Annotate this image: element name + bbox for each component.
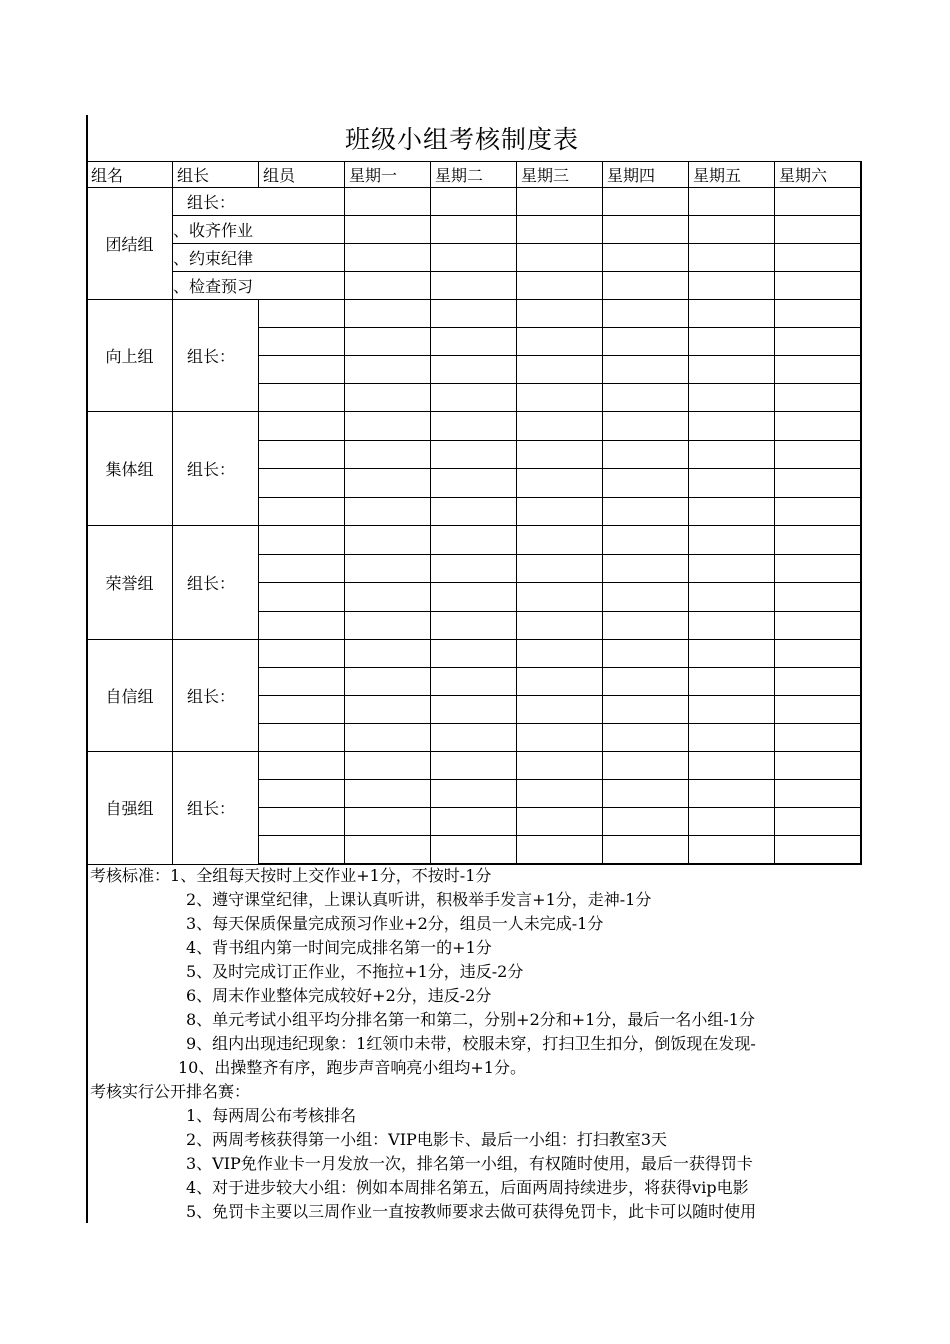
score-cell[interactable] (431, 526, 517, 555)
score-cell[interactable] (775, 272, 861, 300)
member-cell[interactable] (259, 300, 345, 328)
score-cell[interactable] (689, 554, 775, 583)
score-cell[interactable] (431, 328, 517, 356)
score-cell[interactable] (517, 300, 603, 328)
score-cell[interactable] (517, 696, 603, 724)
score-cell[interactable] (345, 611, 431, 640)
member-cell[interactable] (259, 696, 345, 724)
score-cell[interactable] (689, 188, 775, 216)
score-cell[interactable] (345, 272, 431, 300)
score-cell[interactable] (689, 216, 775, 244)
table-row (87, 752, 861, 780)
column-header: 星期六 (775, 162, 861, 188)
score-cell[interactable] (431, 554, 517, 583)
member-cell[interactable] (259, 836, 345, 865)
score-cell[interactable] (689, 668, 775, 696)
score-cell[interactable] (517, 188, 603, 216)
score-cell[interactable] (689, 696, 775, 724)
score-cell[interactable] (603, 300, 689, 328)
column-header: 星期三 (517, 162, 603, 188)
score-cell[interactable] (345, 836, 431, 865)
ranking-line-4: 4、对于进步较大小组：例如本周排名第五，后面两周持续进步，将获得vip电影 (186, 1178, 749, 1197)
score-cell[interactable] (603, 780, 689, 808)
member-cell[interactable] (259, 583, 345, 612)
score-cell[interactable] (603, 808, 689, 836)
column-header: 组名 (87, 162, 173, 188)
score-cell[interactable] (517, 780, 603, 808)
score-cell[interactable] (603, 640, 689, 668)
score-cell[interactable] (431, 216, 517, 244)
score-cell[interactable] (431, 412, 517, 441)
score-cell[interactable] (345, 216, 431, 244)
column-header: 星期四 (603, 162, 689, 188)
score-cell[interactable] (775, 328, 861, 356)
group-duty: 、检查预习 (173, 272, 345, 300)
score-cell[interactable] (603, 272, 689, 300)
ranking-line-1: 1、每两周公布考核排名 (186, 1106, 357, 1125)
score-cell[interactable] (345, 440, 431, 469)
score-cell[interactable] (345, 640, 431, 668)
score-cell[interactable] (689, 244, 775, 272)
score-cell[interactable] (689, 808, 775, 836)
score-cell[interactable] (775, 497, 861, 526)
score-cell[interactable] (775, 216, 861, 244)
score-cell[interactable] (517, 526, 603, 555)
score-cell[interactable] (689, 640, 775, 668)
member-cell[interactable] (259, 752, 345, 780)
member-cell[interactable] (259, 668, 345, 696)
score-cell[interactable] (517, 328, 603, 356)
score-cell[interactable] (603, 668, 689, 696)
score-cell[interactable] (345, 696, 431, 724)
group-duty: 、约束纪律 (173, 244, 345, 272)
score-cell[interactable] (431, 780, 517, 808)
score-cell[interactable] (431, 272, 517, 300)
score-cell[interactable] (345, 724, 431, 752)
score-cell[interactable] (431, 356, 517, 384)
member-cell[interactable] (259, 328, 345, 356)
score-cell[interactable] (603, 328, 689, 356)
score-cell[interactable] (517, 583, 603, 612)
score-cell[interactable] (603, 440, 689, 469)
score-cell[interactable] (431, 440, 517, 469)
score-cell[interactable] (775, 780, 861, 808)
standards-line-4: 4、背书组内第一时间完成排名第一的+1分 (186, 938, 492, 957)
column-header: 组长 (173, 162, 259, 188)
score-cell[interactable] (603, 583, 689, 612)
score-cell[interactable] (775, 244, 861, 272)
member-cell[interactable] (259, 440, 345, 469)
score-cell[interactable] (345, 328, 431, 356)
table-row (87, 300, 861, 328)
standards-line-10: 10、出操整齐有序，跑步声音响亮小组均+1分。 (178, 1058, 526, 1077)
standards-line-9: 9、组内出现违纪现象：1红领巾未带，校服未穿，打扫卫生扣分，倒饭现在发现- (186, 1034, 756, 1053)
member-cell[interactable] (259, 554, 345, 583)
score-cell[interactable] (689, 724, 775, 752)
score-cell[interactable] (517, 640, 603, 668)
score-cell[interactable] (345, 356, 431, 384)
score-cell[interactable] (775, 384, 861, 412)
table-row (87, 272, 861, 300)
score-cell[interactable] (431, 836, 517, 865)
standards-line-2: 2、遵守课堂纪律，上课认真听讲，积极举手发言+1分，走神-1分 (186, 890, 652, 909)
score-cell[interactable] (603, 696, 689, 724)
score-cell[interactable] (517, 384, 603, 412)
score-cell[interactable] (517, 497, 603, 526)
score-cell[interactable] (517, 356, 603, 384)
score-cell[interactable] (345, 752, 431, 780)
column-header: 星期五 (689, 162, 775, 188)
member-cell[interactable] (259, 412, 345, 441)
score-cell[interactable] (775, 836, 861, 865)
score-cell[interactable] (431, 808, 517, 836)
score-cell[interactable] (603, 469, 689, 498)
score-cell[interactable] (517, 440, 603, 469)
member-cell[interactable] (259, 526, 345, 555)
group-leader: 组长： (173, 752, 259, 865)
group-name: 自强组 (87, 752, 173, 865)
score-cell[interactable] (775, 300, 861, 328)
group-name: 集体组 (87, 412, 173, 526)
group-leader: 组长： (173, 640, 259, 752)
group-leader: 组长： (173, 300, 259, 412)
score-cell[interactable] (603, 752, 689, 780)
score-cell[interactable] (517, 469, 603, 498)
group-name: 向上组 (87, 300, 173, 412)
score-cell[interactable] (775, 356, 861, 384)
score-cell[interactable] (689, 611, 775, 640)
group-name: 自信组 (87, 640, 173, 752)
score-cell[interactable] (431, 384, 517, 412)
score-cell[interactable] (775, 440, 861, 469)
score-cell[interactable] (345, 780, 431, 808)
member-cell[interactable] (259, 724, 345, 752)
score-cell[interactable] (689, 412, 775, 441)
score-cell[interactable] (689, 300, 775, 328)
score-cell[interactable] (517, 611, 603, 640)
score-cell[interactable] (689, 384, 775, 412)
score-cell[interactable] (431, 244, 517, 272)
score-cell[interactable] (689, 272, 775, 300)
score-cell[interactable] (345, 497, 431, 526)
table-row (87, 412, 861, 441)
score-cell[interactable] (775, 752, 861, 780)
ranking-line-5: 5、免罚卡主要以三周作业一直按教师要求去做可获得免罚卡，此卡可以随时使用 (186, 1202, 757, 1221)
score-cell[interactable] (517, 244, 603, 272)
score-cell[interactable] (603, 554, 689, 583)
column-header: 星期二 (431, 162, 517, 188)
score-cell[interactable] (603, 244, 689, 272)
standards-line-1: 考核标准：1、全组每天按时上交作业+1分，不按时-1分 (90, 866, 492, 885)
score-cell[interactable] (689, 780, 775, 808)
group-name: 团结组 (87, 188, 173, 300)
ranking-label: 考核实行公开排名赛： (90, 1082, 251, 1101)
member-cell[interactable] (259, 640, 345, 668)
member-cell[interactable] (259, 469, 345, 498)
score-cell[interactable] (431, 497, 517, 526)
score-cell[interactable] (775, 696, 861, 724)
score-cell[interactable] (517, 724, 603, 752)
notes-section (90, 864, 861, 1224)
score-cell[interactable] (689, 752, 775, 780)
score-cell[interactable] (603, 836, 689, 865)
score-cell[interactable] (431, 668, 517, 696)
column-header: 星期一 (345, 162, 431, 188)
score-cell[interactable] (431, 724, 517, 752)
ranking-line-2: 2、两周考核获得第一小组：VIP电影卡、最后一小组：打扫教室3天 (186, 1130, 668, 1149)
score-cell[interactable] (345, 808, 431, 836)
column-header: 组员 (259, 162, 345, 188)
score-cell[interactable] (689, 440, 775, 469)
group-duty: 、收齐作业 (173, 216, 345, 244)
score-cell[interactable] (431, 469, 517, 498)
score-cell[interactable] (775, 808, 861, 836)
score-cell[interactable] (603, 384, 689, 412)
score-cell[interactable] (603, 188, 689, 216)
score-cell[interactable] (603, 611, 689, 640)
group-leader: 组长： (173, 526, 259, 640)
score-cell[interactable] (689, 356, 775, 384)
score-cell[interactable] (431, 611, 517, 640)
standards-line-5: 5、及时完成订正作业，不拖拉+1分，违反-2分 (186, 962, 524, 981)
score-cell[interactable] (775, 412, 861, 441)
score-cell[interactable] (345, 300, 431, 328)
header-row (87, 162, 861, 188)
score-cell[interactable] (603, 724, 689, 752)
table-row (87, 216, 861, 244)
score-cell[interactable] (345, 554, 431, 583)
table-row (87, 640, 861, 668)
score-cell[interactable] (345, 244, 431, 272)
score-cell[interactable] (517, 808, 603, 836)
score-cell[interactable] (775, 554, 861, 583)
member-cell[interactable] (259, 356, 345, 384)
score-cell[interactable] (517, 836, 603, 865)
score-cell[interactable] (775, 188, 861, 216)
score-cell[interactable] (603, 497, 689, 526)
score-cell[interactable] (517, 412, 603, 441)
score-cell[interactable] (603, 412, 689, 441)
score-cell[interactable] (345, 469, 431, 498)
table-row (87, 244, 861, 272)
score-cell[interactable] (775, 724, 861, 752)
score-cell[interactable] (775, 611, 861, 640)
score-cell[interactable] (345, 526, 431, 555)
group-leader: 组长： (173, 412, 259, 526)
score-cell[interactable] (517, 668, 603, 696)
score-cell[interactable] (431, 188, 517, 216)
score-cell[interactable] (345, 583, 431, 612)
group-duty: 组长： (173, 188, 345, 216)
ranking-line-3: 3、VIP免作业卡一月发放一次，排名第一小组，有权随时使用，最后一获得罚卡 (186, 1154, 753, 1173)
score-cell[interactable] (603, 356, 689, 384)
score-cell[interactable] (431, 300, 517, 328)
score-cell[interactable] (689, 497, 775, 526)
score-cell[interactable] (775, 668, 861, 696)
score-cell[interactable] (345, 412, 431, 441)
score-cell[interactable] (689, 526, 775, 555)
standards-line-8: 8、单元考试小组平均分排名第一和第二，分别+2分和+1分，最后一名小组-1分 (186, 1010, 755, 1029)
score-cell[interactable] (689, 469, 775, 498)
member-cell[interactable] (259, 497, 345, 526)
table-row (87, 188, 861, 216)
score-cell[interactable] (431, 696, 517, 724)
standards-line-6: 6、周末作业整体完成较好+2分，违反-2分 (186, 986, 492, 1005)
score-cell[interactable] (775, 469, 861, 498)
page-title: 班级小组考核制度表 (345, 125, 580, 154)
score-cell[interactable] (431, 640, 517, 668)
score-cell[interactable] (517, 554, 603, 583)
score-cell[interactable] (345, 668, 431, 696)
score-cell[interactable] (431, 752, 517, 780)
score-cell[interactable] (689, 328, 775, 356)
score-cell[interactable] (345, 188, 431, 216)
score-cell[interactable] (775, 583, 861, 612)
table-row (87, 526, 861, 555)
member-cell[interactable] (259, 611, 345, 640)
score-cell[interactable] (775, 640, 861, 668)
score-cell[interactable] (603, 526, 689, 555)
standards-line-3: 3、每天保质保量完成预习作业+2分，组员一人未完成-1分 (186, 914, 604, 933)
score-cell[interactable] (517, 752, 603, 780)
score-cell[interactable] (689, 583, 775, 612)
member-cell[interactable] (259, 780, 345, 808)
group-name: 荣誉组 (87, 526, 173, 640)
score-cell[interactable] (689, 836, 775, 865)
score-cell[interactable] (517, 272, 603, 300)
member-cell[interactable] (259, 384, 345, 412)
score-cell[interactable] (603, 216, 689, 244)
score-cell[interactable] (775, 526, 861, 555)
score-cell[interactable] (345, 384, 431, 412)
member-cell[interactable] (259, 808, 345, 836)
score-cell[interactable] (431, 583, 517, 612)
score-cell[interactable] (517, 216, 603, 244)
assessment-table (86, 161, 862, 865)
